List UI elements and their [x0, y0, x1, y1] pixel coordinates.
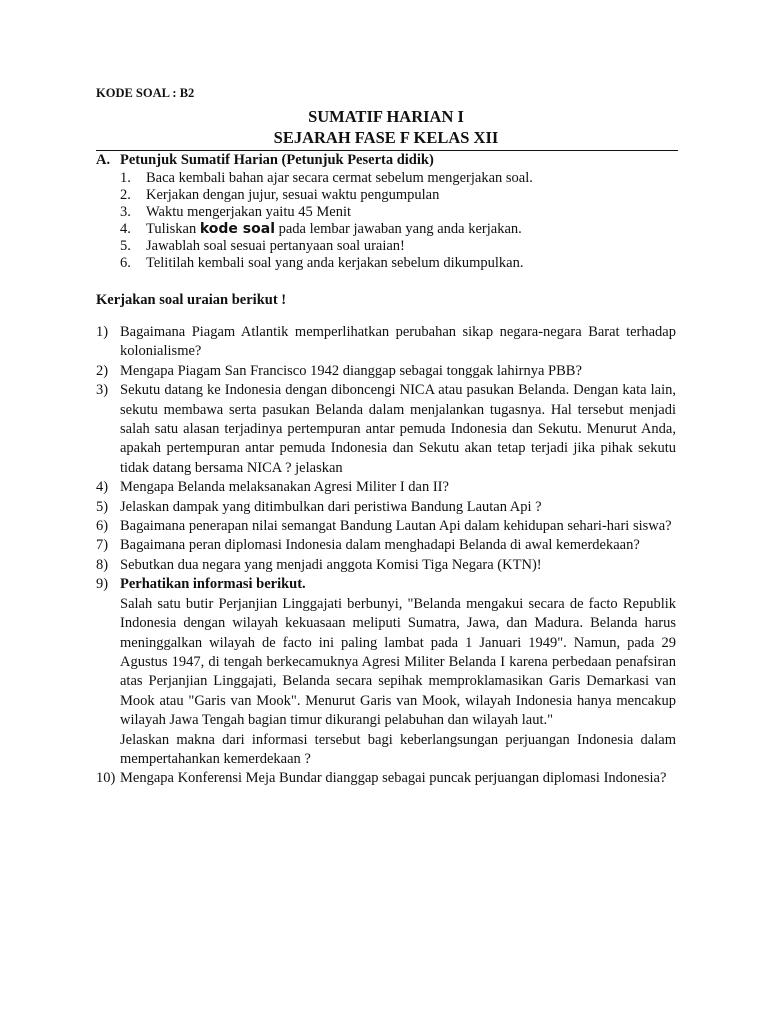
- question-number: 4): [96, 479, 109, 496]
- instruction-text: [146, 221, 522, 238]
- question-item: [96, 575, 676, 769]
- question-item: [96, 381, 676, 478]
- instruction-text-post: pada lembar jawaban yang anda kerjakan.: [275, 221, 522, 237]
- question-heading: Perhatikan informasi berikut.: [120, 576, 306, 593]
- document-subtitle: SEJARAH FASE F KELAS XII: [273, 128, 499, 147]
- question-number: 10): [96, 770, 116, 787]
- question-number: 8): [96, 556, 109, 573]
- question-text: Sekutu datang ke Indonesia dengan diboncengi NICA atau pasukan Belanda. Dengan kata lain, sekutu membawa serta pasukan Belanda dalam menjalankan tugasnya. Hal tersebut menjadi salah satu alasan terjadinya pertempuran antar pemuda Indonesia dan Sekutu. Menurut Anda, apakah pertempuran antar pemuda Indonesia dan Sekutu akan tetap terjadi jika pihak sekutu tidak datang bersama NICA ? jelaskan: [120, 382, 676, 476]
- question-text: Mengapa Belanda melaksanakan Agresi Militer I dan II?: [120, 479, 449, 496]
- instruction-number: 5.: [120, 238, 131, 254]
- instruction-number: 2.: [120, 187, 131, 203]
- document-page: [96, 86, 676, 789]
- instruction-text: Kerjakan dengan jujur, sesuai waktu pengumpulan: [146, 187, 440, 203]
- question-item: [96, 323, 676, 362]
- question-item: [96, 498, 676, 517]
- question-number: 9): [96, 576, 109, 593]
- question-text: Bagaimana peran diplomasi Indonesia dalam menghadapi Belanda di awal kemerdekaan?: [120, 537, 640, 554]
- question-text: Mengapa Piagam San Francisco 1942 dianggap sebagai tonggak lahirnya PBB?: [120, 362, 582, 379]
- question-text: Bagaimana penerapan nilai semangat Bandung Lautan Api dalam kehidupan sehari-hari siswa?: [120, 518, 672, 535]
- instruction-number: 4.: [120, 221, 131, 237]
- question-item: [96, 556, 676, 575]
- instruction-item: [120, 204, 676, 221]
- question-passage: Salah satu butir Perjanjian Linggajati berbunyi, "Belanda mengakui secara de facto Republik Indonesia dengan wilayah kekuasaan meliputi Sumatra, Jawa, dan Madura. Belanda harus meninggalkan wilayah de facto ini paling lambat pada 1 Januari 1949". Namun, pada 29 Agustus 1947, di tengah berkecamuknya Agresi Militer Belanda I karena perbedaan penafsiran atas Perjanjian Linggajati, Belanda secara sepihak memproklamasikan Garis Demarkasi van Mook atau "Garis van Mook". Menurut Garis van Mook, wilayah Indonesia hanya mencakup wilayah Jawa Tengah bagian timur dikurangi pelabuhan dan wilayah laut.": [120, 595, 676, 729]
- question-text: Mengapa Konferensi Meja Bundar dianggap sebagai puncak perjuangan diplomasi Indonesia?: [120, 770, 667, 787]
- instruction-text: Telitilah kembali soal yang anda kerjakan sebelum dikumpulkan.: [146, 255, 524, 271]
- question-item: [96, 769, 676, 788]
- instruction-text: Jawablah soal sesuai pertanyaan soal uraian!: [146, 238, 405, 254]
- instruction-text: Baca kembali bahan ajar secara cermat sebelum mengerjakan soal.: [146, 170, 533, 186]
- instruction-number: 3.: [120, 204, 131, 220]
- instruction-list: [96, 170, 676, 272]
- kode-soal-emphasis: kode soal: [199, 221, 275, 237]
- instruction-item: [120, 187, 676, 204]
- instruction-item: [120, 170, 676, 187]
- document-title: SUMATIF HARIAN I: [308, 107, 464, 126]
- question-text: [120, 575, 676, 769]
- question-text: Sebutkan dua negara yang menjadi anggota Komisi Tiga Negara (KTN)!: [120, 556, 542, 573]
- question-number: 1): [96, 324, 109, 340]
- kode-soal-label: KODE SOAL : B2: [96, 86, 195, 100]
- essay-instruction: Kerjakan soal uraian berikut !: [96, 292, 287, 308]
- question-list: [96, 323, 676, 789]
- question-item: [96, 478, 676, 497]
- question-number: 7): [96, 537, 109, 554]
- section-a-letter: A.: [96, 152, 111, 168]
- section-a-title: Petunjuk Sumatif Harian (Petunjuk Peserta didik): [120, 152, 434, 168]
- question-number: 2): [96, 362, 109, 379]
- question-text: Jelaskan dampak yang ditimbulkan dari peristiwa Bandung Lautan Api ?: [120, 498, 542, 515]
- question-item: [96, 517, 676, 536]
- question-number: 6): [96, 518, 109, 535]
- question-number: 5): [96, 498, 109, 515]
- question-item: [96, 536, 676, 555]
- instruction-item: [120, 238, 676, 255]
- question-prompt: Jelaskan makna dari informasi tersebut bagi keberlangsungan perjuangan Indonesia dalam mempertahankan kemerdekaan ?: [120, 731, 676, 767]
- title-divider: [96, 150, 678, 151]
- question-number: 3): [96, 382, 109, 399]
- instruction-item: [120, 255, 676, 272]
- instruction-number: 6.: [120, 255, 131, 271]
- question-text: Bagaimana Piagam Atlantik memperlihatkan perubahan sikap negara-negara Barat terhadap kolonialisme?: [120, 324, 676, 360]
- section-a-heading: [96, 152, 676, 169]
- instruction-number: 1.: [120, 170, 131, 186]
- instruction-item: [120, 221, 676, 238]
- instruction-text: Waktu mengerjakan yaitu 45 Menit: [146, 204, 351, 220]
- question-item: [96, 362, 676, 381]
- instruction-text-pre: Tuliskan: [146, 221, 200, 237]
